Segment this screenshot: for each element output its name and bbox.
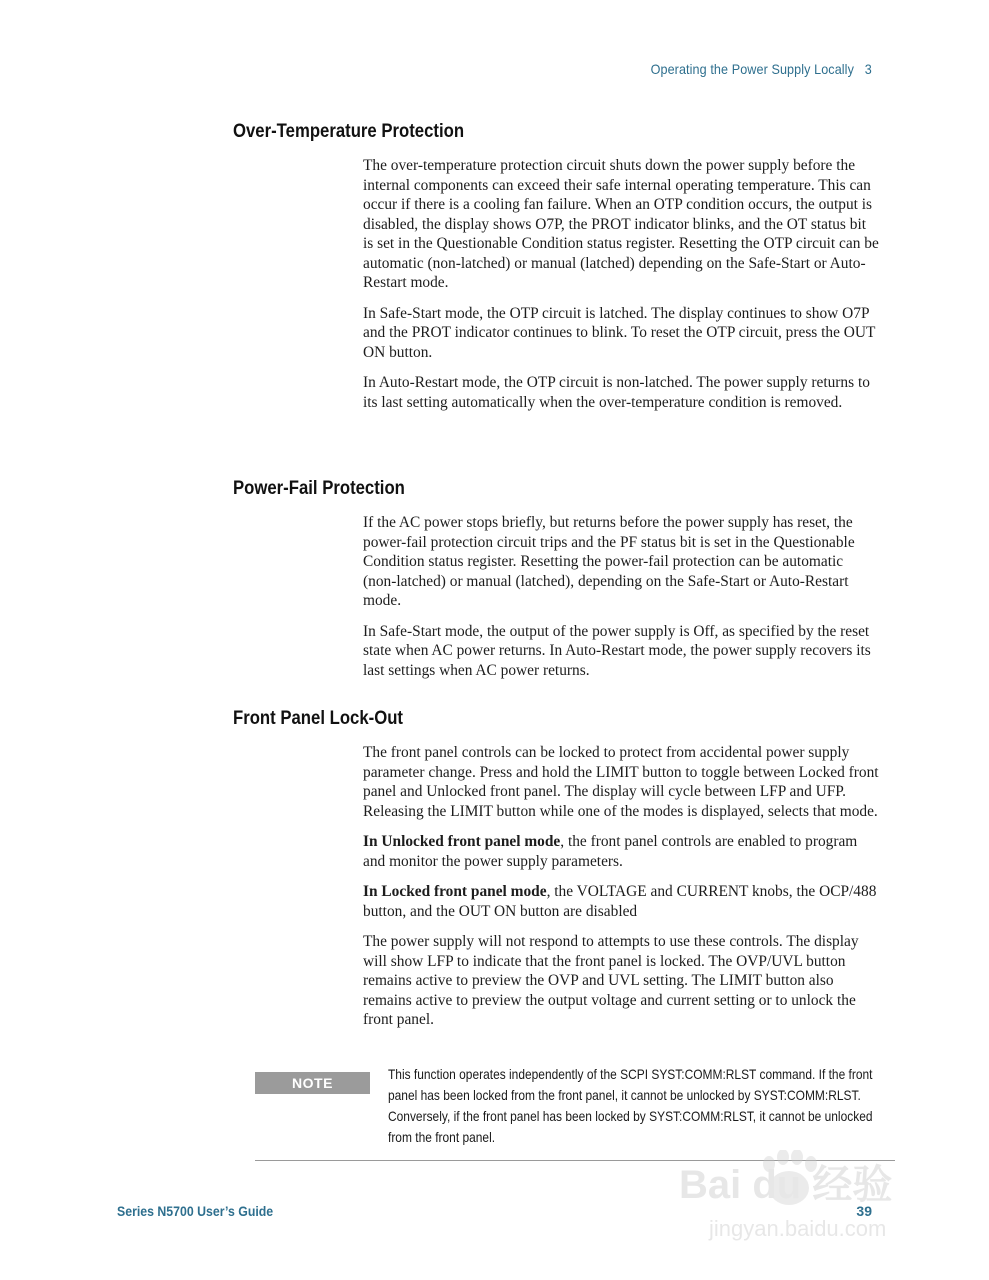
section-otp-body: [363, 156, 879, 423]
baidu-watermark: [669, 1150, 929, 1245]
otp-paragraph-2: In Safe-Start mode, the OTP circuit is latched. The display continues to show O7P and the PROT indicator continues to blink. To reset the OTP circuit, press the OUT ON button.: [363, 304, 876, 361]
note-text: This function operates independently of the SCPI SYST:COMM:RLST command. If the front panel has been locked from the front panel, it cannot be unlocked by SYST:COMM:RLST. Conversely, if the front panel has been locked by SYST:COMM:RLST, it cannot be unlocked from the front panel.: [388, 1067, 873, 1145]
otp-paragraph-1: The over-temperature protection circuit shuts down the power supply before the internal components can exceed their safe internal operating temperature. This can occur if there is a cooling fan failure. When an OTP condition occurs, the output is disabled, the display shows O7P, the PROT indicator blinks, and the OT status bit is set in the Questionable Condition status register. Resetting the OTP circuit can be automatic (non-latched) or manual (latched) depending on the Safe-Start or Auto-Restart mode.: [363, 157, 879, 291]
lockout-paragraph-unlocked: [363, 832, 879, 871]
footer-guide-title: Series N5700 User’s Guide: [117, 1203, 274, 1219]
unlocked-mode-term: In Unlocked front panel mode: [363, 833, 561, 850]
locked-mode-term: In Locked front panel mode: [363, 883, 547, 900]
pf-paragraph-1: If the AC power stops briefly, but returns before the power supply has reset, the power-fail protection circuit trips and the PF status bit is set in the Questionable Condition status register. Resetting the power-fail protection can be automatic (non-latched) or manual (latched), depending on the Safe-Start or Auto-Restart mode.: [363, 514, 855, 609]
lockout-paragraph-1: The front panel controls can be locked to protect from accidental power supply parameter change. Press and hold the LIMIT button to toggle between Locked front panel and Unlocked front panel. The display will cycle between LFP and UFP. Releasing the LIMIT button while one of the modes is displayed, selects that mode.: [363, 744, 879, 820]
note-label: NOTE: [255, 1072, 370, 1094]
page-number: 39: [856, 1203, 872, 1219]
header-title: Operating the Power Supply Locally: [650, 61, 855, 77]
chapter-number: 3: [864, 61, 872, 77]
watermark-brand: Bai du 经验: [679, 1163, 893, 1207]
running-header: [651, 61, 872, 77]
heading-over-temperature-protection: Over-Temperature Protection: [233, 121, 465, 142]
pf-paragraph-2: In Safe-Start mode, the output of the power supply is Off, as specified by the reset state when AC power returns. In Auto-Restart mode, the power supply recovers its last settings when AC power returns.: [363, 622, 871, 679]
heading-front-panel-lock-out: Front Panel Lock-Out: [233, 708, 404, 729]
section-pf-body: [363, 513, 879, 691]
locked-mode-desc: , the VOLTAGE and CURRENT knobs, the OCP/488 button, and the OUT ON button are disabled: [363, 883, 877, 920]
otp-paragraph-3: In Auto-Restart mode, the OTP circuit is non-latched. The power supply returns to its last setting automatically when the over-temperature condition is removed.: [363, 374, 870, 411]
heading-power-fail-protection: Power-Fail Protection: [233, 478, 405, 499]
section-lockout-body: [363, 743, 879, 1041]
watermark-url: jingyan.baidu.com: [709, 1216, 887, 1241]
lockout-paragraph-locked: [363, 882, 879, 921]
lockout-paragraph-final: The power supply will not respond to attempts to use these controls. The display will show LFP to indicate that the front panel is locked. The OVP/UVL button remains active to preview the OVP and UVL setting. The LIMIT button also remains active to preview the output voltage and current setting or to unlock the front panel.: [363, 933, 859, 1028]
unlocked-mode-desc: , the front panel controls are enabled to program and monitor the power supply parameters.: [363, 833, 858, 870]
